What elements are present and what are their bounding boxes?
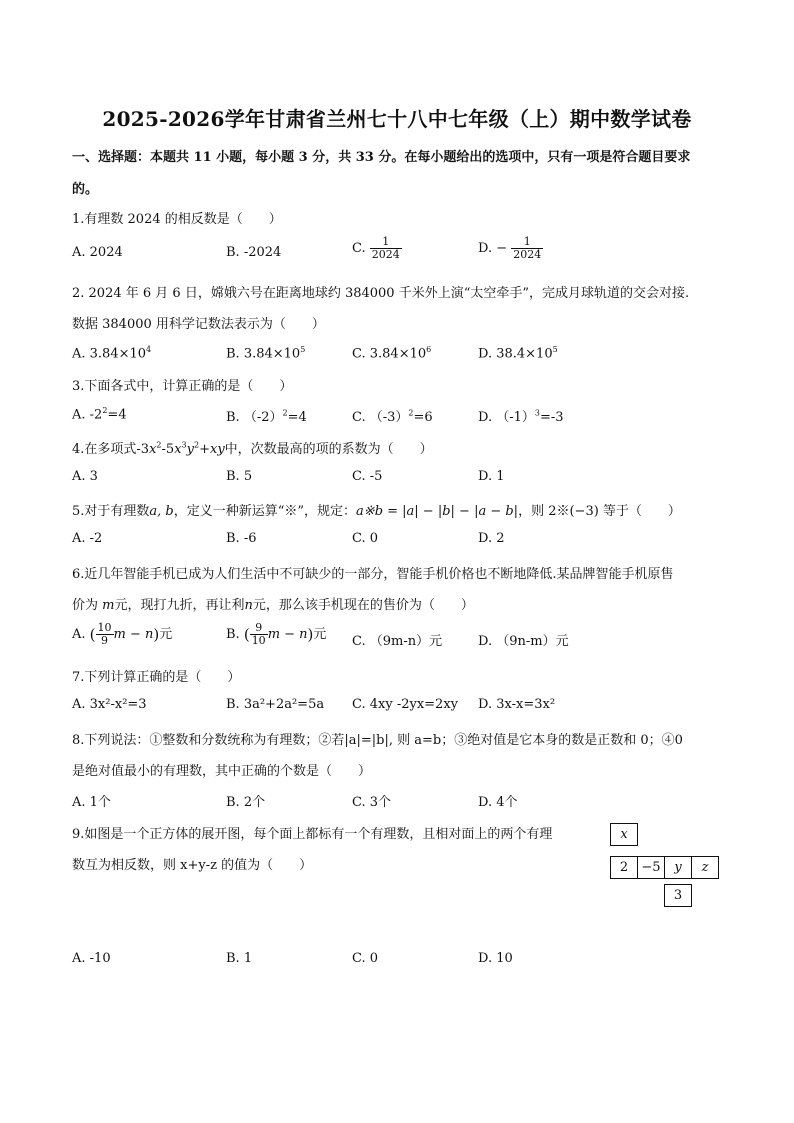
question-2-option-a: A. $3.84\times 10^4$ (72, 345, 152, 362)
fraction: $\frac{1}{2024}$ (371, 235, 400, 261)
question-9-stem-line-2: 数互为相反数，则 x+y-z 的值为（ ） (72, 858, 313, 873)
question-6-option-c: C. （9m-n）元 (352, 634, 443, 649)
fraction: $\frac{10}{9}$ (97, 621, 112, 647)
question-9-option-b: B. 1 (226, 951, 253, 966)
fraction: $\frac{9}{10}$ (251, 621, 266, 647)
page-title: 2025-2026学年甘肃省兰州七十八中七年级（上）期中数学试卷 (102, 107, 692, 131)
question-2-stem-line-1: 2. 2024 年 6 月 6 日，嫦娥六号在距离地球约 384000 千米外上演“太空牵手”，完成月球轨道的交会对接. (72, 286, 690, 301)
net-cell-neg5: −5 (637, 856, 665, 879)
question-1-stem: 1.有理数 2024 的相反数是（ ） (72, 212, 282, 227)
question-2-stem-line-2: 数据 384000 用科学记数法表示为（ ） (72, 317, 325, 332)
question-4-option-b: B. 5 (226, 469, 253, 484)
question-8-stem-line-2: 是绝对值最小的有理数，其中正确的个数是（ ） (72, 764, 372, 779)
question-3-stem: 3.下面各式中，计算正确的是（ ） (72, 379, 293, 394)
section-header-line-2: 的。 (72, 182, 99, 197)
question-3-option-d: D. $(-1)^3=-3$ (478, 408, 564, 425)
question-4-stem: 4.在多项式$-3x^2-5x^3y^2+xy$中，次数最高的项的系数为（ ） (72, 440, 433, 457)
net-cell-2: 2 (610, 856, 638, 879)
question-5-option-b: B. -6 (226, 531, 257, 546)
question-9-option-a: A. -10 (72, 951, 111, 966)
question-2-option-b: B. $3.84\times 10^5$ (226, 345, 306, 362)
question-1-option-d: D. − $\frac{1}{2024}$ (478, 235, 542, 261)
question-6-option-d: D. （9n-m）元 (478, 634, 569, 649)
question-2-option-d: D. $38.4\times 10^5$ (478, 345, 558, 362)
question-6-stem-line-1: 6.近几年智能手机已成为人们生活中不可缺少的一部分，智能手机价格也不断地降低.某品牌智能手机原售 (72, 567, 674, 582)
question-1-option-c: C. $\frac{1}{2024}$ (352, 235, 400, 261)
question-1-option-a: A. 2024 (72, 245, 123, 260)
question-9-option-c: C. 0 (352, 951, 379, 966)
question-7-stem: 7.下列计算正确的是（ ） (72, 670, 241, 685)
question-7-option-c: C. 4xy -2yx=2xy (352, 697, 459, 712)
section-header-line-1: 一、选择题：本题共 11 小题，每小题 3 分，共 33 分。在每小题给出的选项中，只有一项是符合题目要求 (72, 150, 691, 165)
question-4-option-c: C. -5 (352, 469, 383, 484)
question-5-option-d: D. 2 (478, 531, 505, 546)
question-7-option-a: A. 3x²-x²=3 (72, 697, 147, 712)
question-5-option-a: A. -2 (72, 531, 103, 546)
question-7-option-d: D. 3x-x=3x² (478, 697, 556, 712)
question-6-option-b: B. ( $\frac{9}{10}$ m − n)元 (226, 621, 327, 647)
question-2-option-c: C. $3.84\times 10^6$ (352, 345, 432, 362)
fraction: $\frac{1}{2024}$ (513, 235, 542, 261)
question-6-stem-line-2: 价为 m元，现打九折，再让利n元，那么该手机现在的售价为（ ） (72, 598, 474, 613)
net-cell-z: z (691, 856, 719, 879)
question-4-option-a: A. 3 (72, 469, 98, 484)
question-8-stem-line-1: 8.下列说法：①整数和分数统称为有理数；②若|a|=|b|, 则 a=b；③绝对值是它本身的数是正数和 0；④0 (72, 733, 683, 748)
question-8-option-b: B. 2个 (226, 795, 266, 810)
question-7-option-b: B. 3a²+2a²=5a (226, 697, 325, 712)
question-9-stem-line-1: 9.如图是一个正方体的展开图，每个面上都标有一个有理数，且相对面上的两个有理 (72, 827, 553, 842)
question-8-option-a: A. 1个 (72, 795, 111, 810)
cube-net-figure (610, 823, 750, 909)
question-3-option-c: C. $(-3)^2=6$ (352, 408, 433, 425)
net-cell-x: x (610, 823, 638, 846)
question-6-option-a: A. ( $\frac{10}{9}$ m − n)元 (72, 621, 173, 647)
question-5-option-c: C. 0 (352, 531, 379, 546)
question-5-stem: 5.对于有理数a, b，定义一种新运算“※”，规定：a※b = |a| − |b| − |a − b|，则 2※(−3) 等于（ ） (72, 504, 681, 519)
net-cell-y: y (664, 856, 692, 879)
question-1-option-b: B. -2024 (226, 245, 282, 260)
question-3-option-a: A. $-2^2=4$ (72, 406, 127, 423)
question-4-option-d: D. 1 (478, 469, 505, 484)
question-9-option-d: D. 10 (478, 951, 513, 966)
net-cell-3: 3 (664, 884, 692, 907)
question-8-option-c: C. 3个 (352, 795, 392, 810)
question-8-option-d: D. 4个 (478, 795, 518, 810)
question-3-option-b: B. $(-2)^2=4$ (226, 408, 307, 425)
